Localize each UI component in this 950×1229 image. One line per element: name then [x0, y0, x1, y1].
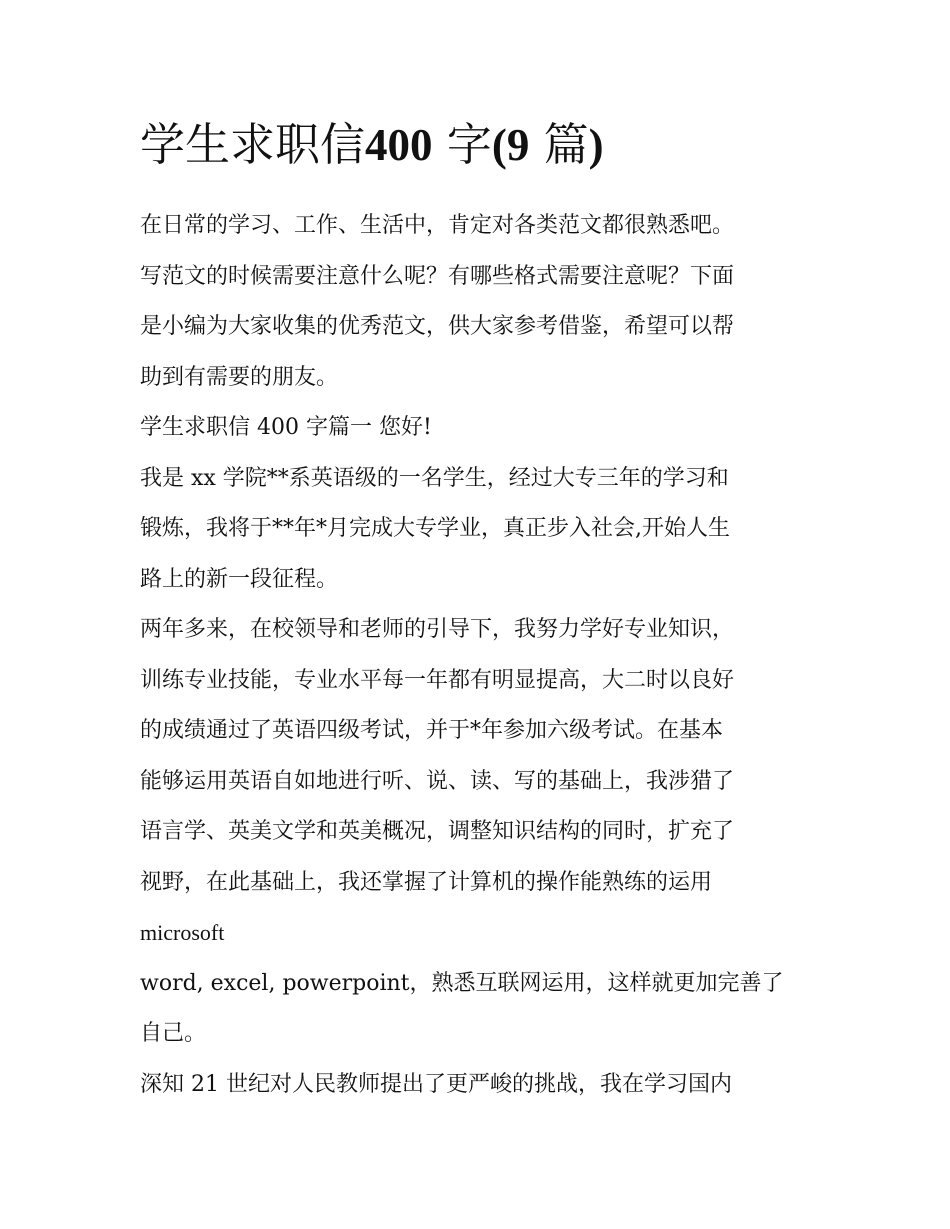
text-line: 视野，在此基础上，我还掌握了计算机的操作能熟练的运用	[140, 869, 713, 895]
text-line: 在日常的学习、工作、生活中，肯定对各类范文都很熟悉吧。	[140, 213, 735, 238]
text-line: word, excel, powerpoint，熟悉互联网运用，这样就更加完善了	[140, 970, 784, 996]
title-part: )	[588, 120, 604, 170]
body-text	[140, 201, 820, 1110]
text-line: 写范文的时候需要注意什么呢？有哪些格式需要注意呢？下面	[140, 263, 735, 289]
text-line: 的成绩通过了英语四级考试，并于*年参加六级考试。在基本	[140, 718, 724, 743]
title-part: 篇	[543, 118, 589, 171]
text-line: 路上的新一段征程。	[140, 566, 339, 592]
text-line: 两年多来，在校领导和老师的引导下，我努力学好专业知识，	[140, 617, 735, 642]
section-heading: 学生求职信 400 字篇一 您好!	[140, 415, 432, 440]
document-body	[140, 113, 820, 1110]
text-line: 锻炼，我将于**年*月完成大专学业，真正步入社会,开始人生	[140, 516, 730, 541]
text-line: 是小编为大家收集的优秀范文，供大家参考借鉴，希望可以帮	[140, 314, 735, 339]
text-line: 深知 21 世纪对人民教师提出了更严峻的挑战，我在学习国内	[140, 1071, 732, 1097]
title-part: 400	[365, 120, 433, 170]
text-line: 自己。	[140, 1021, 207, 1046]
text-line: 能够运用英语自如地进行听、说、读、写的基础上，我涉猎了	[140, 768, 735, 794]
title-part: 字	[446, 118, 492, 171]
text-line: 语言学、英美文学和英美概况，调整知识结构的同时，扩充了	[140, 819, 735, 844]
text-line: 训练专业技能，专业水平每一年都有明显提高，大二时以良好	[140, 667, 735, 693]
page-title	[140, 113, 820, 177]
text-line: 助到有需要的朋友。	[140, 364, 339, 390]
text-line: microsoft	[140, 920, 225, 945]
title-part: 学生求职信	[140, 118, 366, 171]
text-line: 我是 xx 学院**系英语级的一名学生，经过大专三年的学习和	[140, 465, 729, 491]
title-part: (9	[491, 120, 530, 170]
